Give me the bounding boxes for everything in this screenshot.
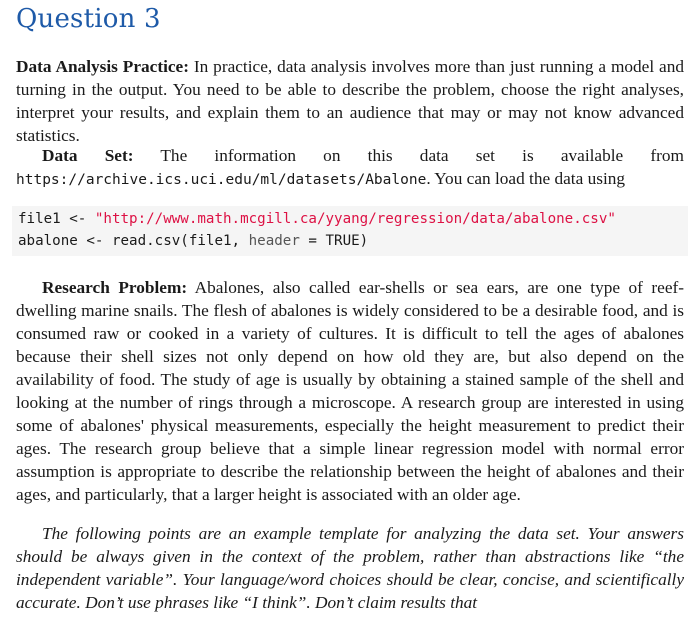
question-title: Question 3 bbox=[16, 4, 161, 34]
intro-text: In practice, data analysis involves more than just running a model and turning in the output. You need to be able to describe the problem, choose the right analyses, interpret your results, and explain them to an audience that may or may not know advanced statistics. bbox=[16, 57, 684, 145]
code-line-1: file1 <- "http://www.math.mcgill.ca/yyang/regression/data/abalone.csv" bbox=[18, 211, 616, 227]
research-text: Abalones, also called ear-shells or sea ears, are one type of reef-dwelling marine snails. The flesh of abalones is widely considered to be a desirable food, and is consumed raw or cooked in a variety of cultures. It is difficult to tell the ages of abalones because their shell sizes not only depend on how old they are, but also depend on the availability of food. The study of age is usually by obtaining a stained sample of the shell and looking at the number of rings through a microscope. A research group are interested in using some of abalones' physical measurements, especially the height measurement to predict their ages. The research group believe that a simple linear regression model with normal error assumption is appropriate to describe the relationship between the height of abalones and their ages, and particularly, that a larger height is associated with an older age. bbox=[16, 278, 684, 504]
intro-label: Data Analysis Practice: bbox=[16, 57, 189, 76]
research-label: Research Problem: bbox=[42, 278, 188, 297]
research-paragraph bbox=[16, 276, 684, 506]
dataset-text-after: . You can load the data using bbox=[426, 169, 626, 188]
code-block bbox=[12, 206, 688, 256]
template-note-paragraph: The following points are an example template for analyzing the data set. Your answers should be always given in the context of the problem, rather than abstractions like “the independent variable”. Your language/word choices should be clear, concise, and scientifically accurate. Don’t use phrases like “I think”. Don’t claim results that bbox=[16, 524, 684, 612]
dataset-label: Data Set: bbox=[42, 146, 134, 165]
dataset-url[interactable]: https://archive.ics.uci.edu/ml/datasets/Abalone bbox=[16, 172, 427, 188]
code-line-2: abalone <- read.csv(file1, header = TRUE) bbox=[18, 233, 369, 249]
dataset-text-before: The information on this data set is available from bbox=[133, 146, 684, 165]
intro-paragraph bbox=[16, 55, 684, 147]
dataset-paragraph bbox=[16, 144, 684, 192]
